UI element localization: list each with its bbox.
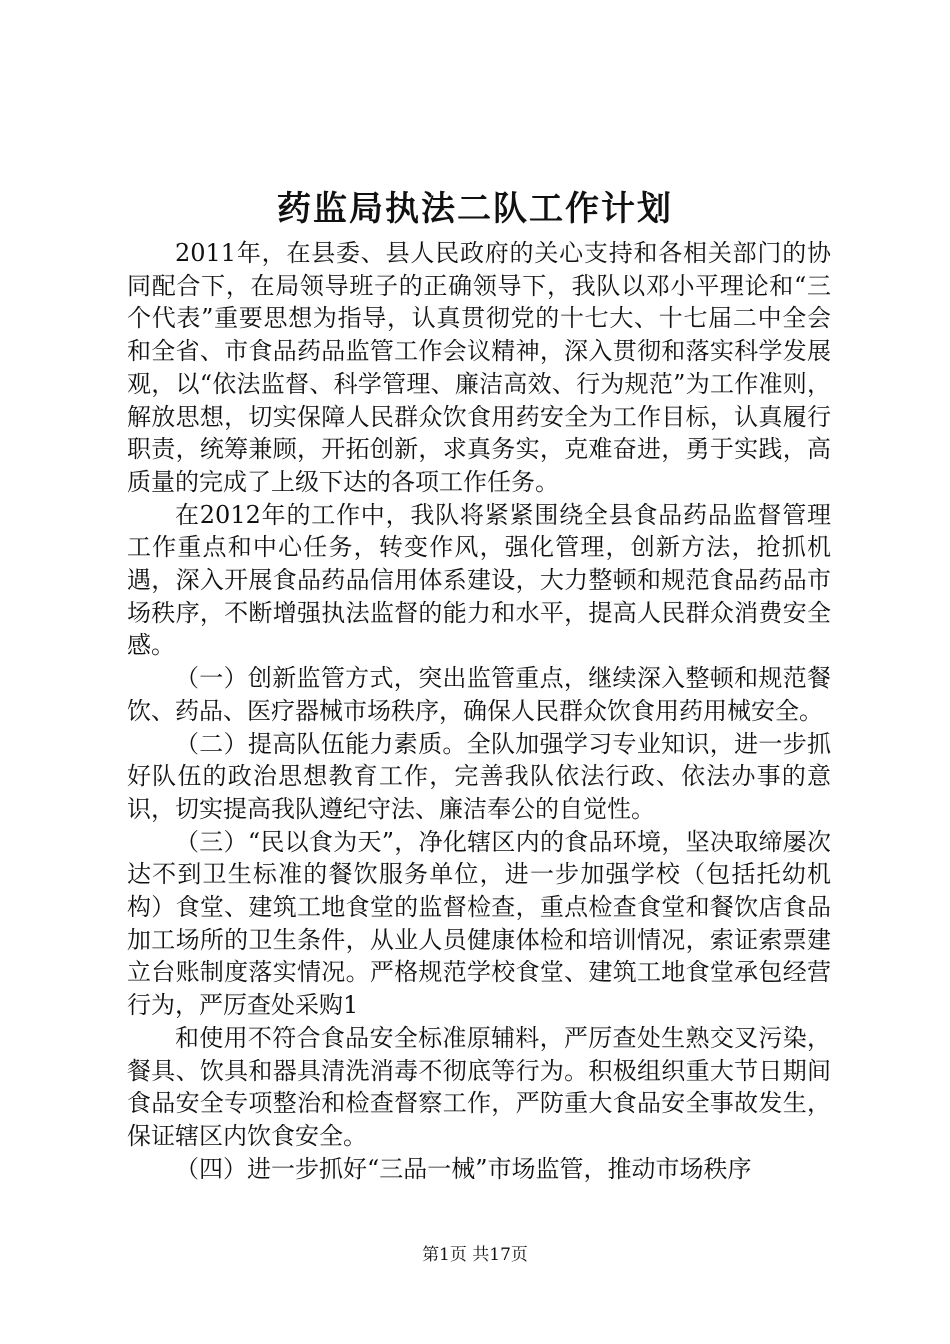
paragraph: （一）创新监管方式，突出监管重点，继续深入整顿和规范餐饮、药品、医疗器械市场秩序，确保人民群众饮食用药用械安全。 [127, 664, 831, 725]
paragraph: 和使用不符合食品安全标准原辅料，严厉查处生熟交叉污染，餐具、饮具和器具清洗消毒不彻底等行为。积极组织重大节日期间食品安全专项整治和检查督察工作，严防重大食品安全事故发生，保证辖区内饮食安全。 [127, 1023, 831, 1150]
paragraph: （三）“民以食为天”，净化辖区内的食品环境，坚决取缔屡次达不到卫生标准的餐饮服务单位，进一步加强学校（包括托幼机构）食堂、建筑工地食堂的监督检查，重点检查食堂和餐饮店食品加工场所的卫生条件，从业人员健康体检和培训情况，索证索票建立台账制度落实情况。严格规范学校食堂、建筑工地食堂承包经营行为，严厉查处采购1 [127, 827, 831, 1020]
paragraph: 2011年，在县委、县人民政府的关心支持和各相关部门的协同配合下，在局领导班子的正确领导下，我队以邓小平理论和“三个代表”重要思想为指导，认真贯彻党的十七大、十七届二中全会和全省、市食品药品监管工作会议精神，深入贯彻和落实科学发展观，以“依法监督、科学管理、廉洁高效、行为规范”为工作准则，解放思想，切实保障人民群众饮食用药安全为工作目标，认真履行职责，统筹兼顾，开拓创新，求真务实，克难奋进，勇于实践，高质量的完成了上级下达的各项工作任务。 [127, 239, 831, 496]
paragraph: 在2012年的工作中，我队将紧紧围绕全县食品药品监督管理工作重点和中心任务，转变作风，强化管理，创新方法，抢抓机遇，深入开展食品药品信用体系建设，大力整顿和规范食品药品市场秩序，不断增强执法监督的能力和水平，提高人民群众消费安全感。 [127, 500, 831, 660]
page-footer: 第1页 共17页 [422, 1245, 528, 1265]
document-body [127, 237, 831, 1185]
page-title: 药监局执法二队工作计划 [277, 189, 673, 229]
paragraph: （四）进一步抓好“三品一械”市场监管，推动市场秩序 [175, 1154, 752, 1183]
paragraph: （二）提高队伍能力素质。全队加强学习专业知识，进一步抓好队伍的政治思想教育工作，完善我队依法行政、依法办事的意识，切实提高我队遵纪守法、廉洁奉公的自觉性。 [127, 729, 831, 823]
